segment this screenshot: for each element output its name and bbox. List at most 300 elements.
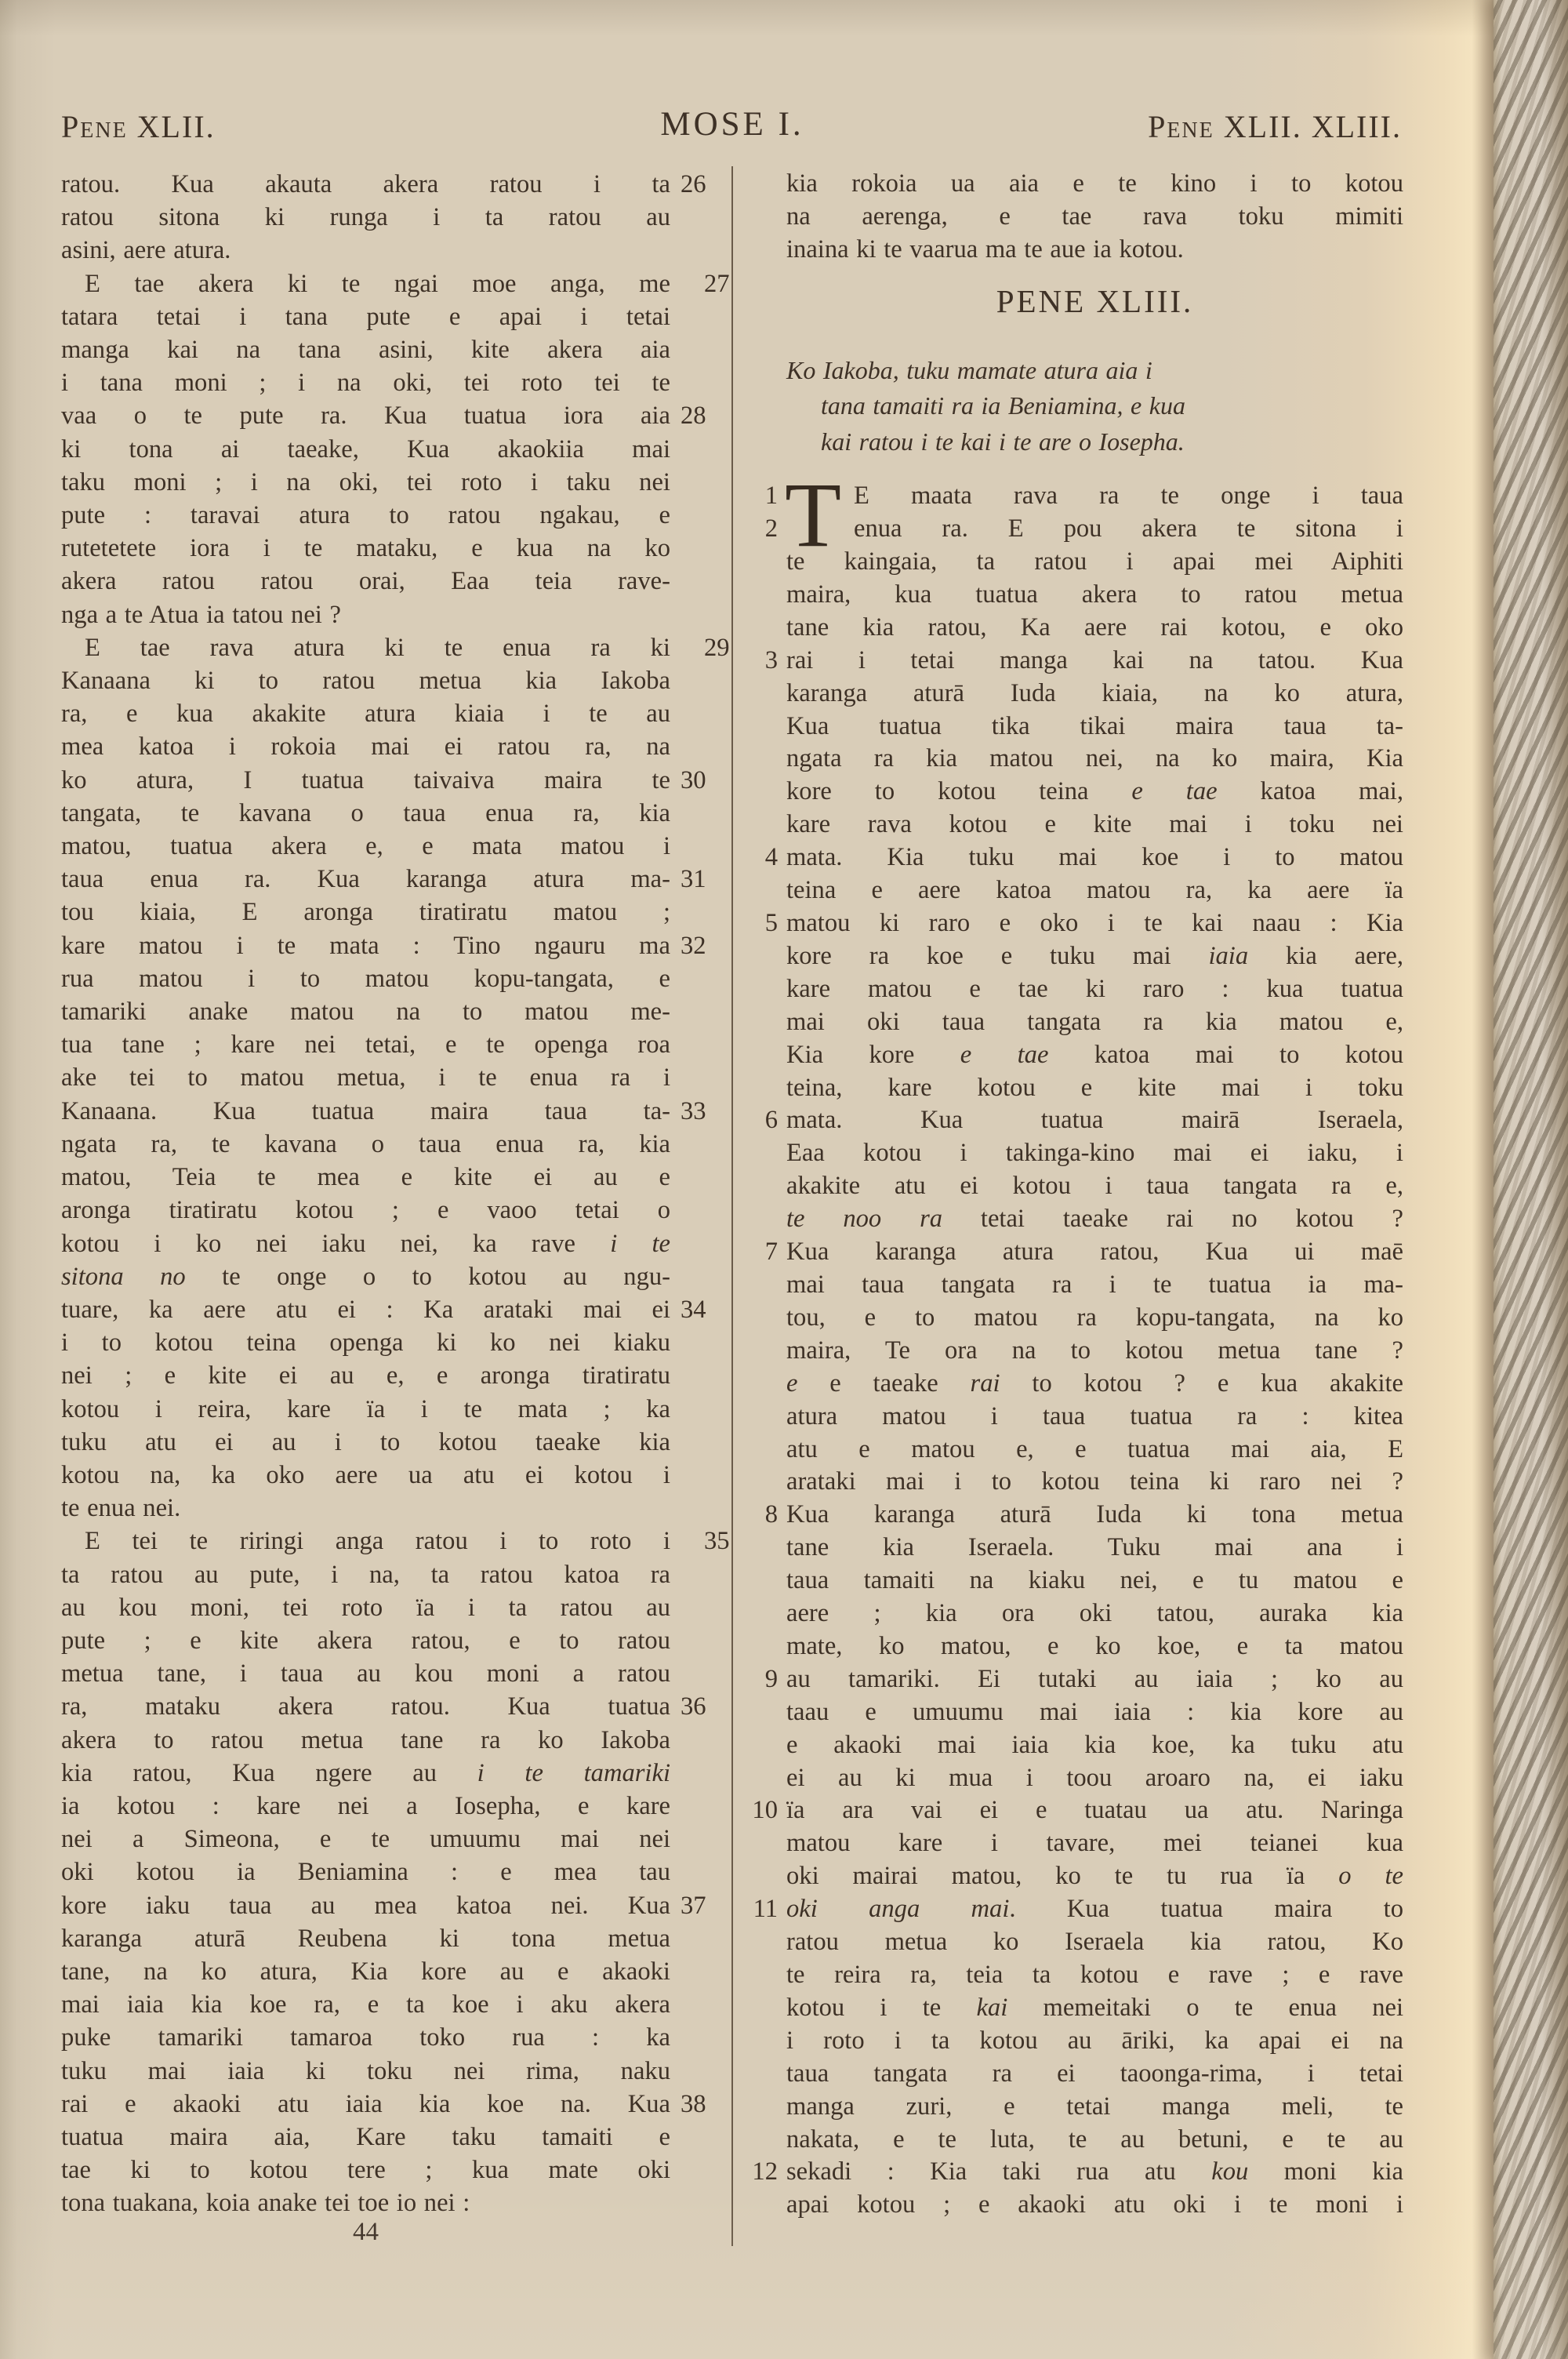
- text-run: nakata, e te luta, te au betuni, e te au: [786, 2125, 1403, 2154]
- text-run: tou kiaia, E aronga tiratiratu matou ;: [61, 898, 670, 927]
- text-run: e taeake: [797, 1369, 971, 1398]
- text-line: [61, 1426, 670, 1459]
- text-line: [786, 1926, 1403, 1959]
- text-line: [786, 1696, 1403, 1729]
- text-run: nga a te Atua ia tatou nei ?: [61, 600, 341, 629]
- text-run: arataki mai i to kotou teina ki raro nei ?: [786, 1467, 1403, 1496]
- text-run: kai ratou i te kai i te are o Iosepha.: [821, 427, 1185, 456]
- text-run: tamariki anake matou na to matou me-: [61, 998, 670, 1027]
- text-line: [786, 973, 1403, 1006]
- text-line: [764, 1663, 1403, 1696]
- text-line: [786, 168, 1403, 201]
- verse-number: 31: [681, 865, 706, 894]
- text-run: mate, ko matou, e ko koe, e ta matou: [786, 1631, 1403, 1660]
- text-line: [61, 1525, 730, 1558]
- text-line: [61, 1558, 670, 1591]
- italic-text: i te: [610, 1229, 670, 1258]
- text-run: ia kotou : kare nei a Iosepha, e kare: [61, 1791, 670, 1820]
- italic-text: e tae: [1131, 777, 1218, 806]
- text-run: kore iaku taua au mea katoa nei. Kua: [61, 1891, 670, 1920]
- text-run: pute ; e kite akera ratou, e to ratou: [61, 1626, 670, 1655]
- text-line: [786, 424, 1382, 460]
- text-line: [61, 764, 706, 797]
- text-line: [752, 1794, 1403, 1827]
- left-text-column: [61, 168, 730, 2220]
- text-run: ra, e kua akakite atura kiaia i te au: [61, 700, 670, 729]
- text-run: kore ra koe e tuku mai: [786, 941, 1209, 970]
- running-head-right: Pene XLII. XLIII.: [1148, 109, 1402, 144]
- text-line: [61, 631, 730, 664]
- text-line: [786, 2058, 1403, 2091]
- text-line: [61, 1227, 670, 1260]
- text-line: [61, 1757, 670, 1790]
- text-run: te onge o to kotou au ngu-: [185, 1262, 670, 1291]
- text-line: [786, 546, 1403, 579]
- text-run: taku moni ; i na oki, tei roto i taku nei: [61, 467, 670, 496]
- text-line: [786, 388, 1382, 424]
- text-line: [786, 1827, 1403, 1860]
- verse-number: 4: [764, 843, 778, 872]
- text-run: Eaa kotou i takinga-kino mai ei iaku, i: [786, 1139, 1403, 1168]
- text-line: [764, 841, 1403, 874]
- text-run: katoa mai to kotou: [1048, 1040, 1404, 1069]
- text-run: ta ratou au pute, i na, ta ratou katoa ra: [61, 1560, 670, 1589]
- text-line: [61, 1128, 670, 1161]
- text-line: [764, 645, 1403, 678]
- italic-text: sitona no: [61, 1262, 186, 1291]
- text-run: kare matou i te mata : Tino ngauru ma: [61, 931, 670, 960]
- text-line: [786, 2124, 1403, 2157]
- text-line: [61, 1690, 706, 1723]
- text-line: [764, 907, 1403, 940]
- text-line: [61, 896, 670, 929]
- text-run: atu e matou e, e tuatua mai aia, E: [786, 1434, 1403, 1463]
- text-run: tetai taeake rai no kotou ?: [942, 1205, 1403, 1234]
- text-run: ratou sitona ki runga i ta ratou au: [61, 203, 670, 232]
- text-line: [786, 1368, 1403, 1401]
- text-line: [786, 1729, 1403, 1762]
- text-line: [61, 1359, 670, 1392]
- text-line: [61, 1260, 670, 1293]
- text-run: Kanaana ki to ratou metua kia Iakoba: [61, 667, 670, 696]
- page-number: 44: [353, 2218, 379, 2246]
- text-run: tane kia Iseraela. Tuku mai ana i: [786, 1533, 1403, 1562]
- text-line: [786, 1598, 1403, 1630]
- text-run: tae ki to kotou tere ; kua mate oki: [61, 2156, 670, 2185]
- text-run: nei ; e kite ei au e, e aronga tiratiratu: [61, 1361, 670, 1390]
- text-run: taua tangata ra ei taoonga-rima, i tetai: [786, 2059, 1403, 2088]
- text-run: mata. Kua tuatua mairā Iseraela,: [786, 1106, 1403, 1135]
- text-run: . Kua tuatua maira to: [1009, 1895, 1403, 1924]
- text-run: Kanaana. Kua tuatua maira taua ta-: [61, 1096, 670, 1125]
- running-head-center: MOSE I.: [660, 106, 804, 143]
- text-line: [61, 333, 670, 366]
- italic-text: oki anga mai: [786, 1895, 1010, 1924]
- text-run: ngata ra kia matou nei, na ko maira, Kia: [786, 744, 1403, 773]
- text-run: tuatua maira aia, Kare taku tamaiti e: [61, 2122, 670, 2151]
- text-run: tona tuakana, koia anake tei toe io nei :: [61, 2189, 470, 2218]
- text-run: kia aere,: [1248, 941, 1403, 970]
- text-line: [61, 2154, 670, 2186]
- text-line: [786, 579, 1403, 612]
- text-run: au tamariki. Ei tutaki au iaia ; ko au: [786, 1664, 1403, 1693]
- text-line: [61, 797, 670, 830]
- text-line: [764, 1236, 1403, 1269]
- text-line: [786, 201, 1403, 234]
- chapter42-continuation: [786, 168, 1403, 267]
- text-line: [786, 1039, 1403, 1072]
- verse-number: 12: [752, 2157, 778, 2186]
- text-run: taua enua ra. Kua karanga atura ma-: [61, 865, 670, 894]
- text-run: kia ratou, Kua ngere au: [61, 1758, 477, 1787]
- text-line: [61, 962, 670, 995]
- text-run: maira, kua tuatua akera to ratou metua: [786, 580, 1403, 609]
- text-line: [786, 874, 1403, 907]
- text-line: [786, 1170, 1403, 1203]
- text-run: pute : taravai atura to ratou ngakau, e: [61, 501, 670, 530]
- text-line: [786, 678, 1403, 711]
- chapter43-body: [752, 463, 1404, 2222]
- text-run: tane kia ratou, Ka aere rai kotou, e oko: [786, 612, 1403, 642]
- text-line: [786, 1302, 1403, 1335]
- text-line: [61, 1492, 670, 1525]
- chapter-summary: [786, 353, 1382, 460]
- verse-number: 34: [681, 1295, 706, 1324]
- verse-number: 33: [681, 1096, 706, 1125]
- text-line: [61, 1823, 670, 1856]
- verse-number: 11: [753, 1895, 778, 1924]
- text-line: [786, 1532, 1403, 1565]
- text-line: [61, 532, 670, 565]
- verse-number: 3: [764, 645, 778, 674]
- text-line: [753, 1893, 1403, 1926]
- italic-text: e tae: [960, 1040, 1049, 1069]
- text-line: [61, 466, 670, 499]
- dropcap-letter: T: [785, 463, 842, 567]
- adjacent-page-fore-edge: [1494, 0, 1568, 2359]
- text-line: [61, 1326, 670, 1359]
- text-line: [61, 2088, 706, 2121]
- italic-text: o te: [1338, 1862, 1403, 1891]
- text-run: apai kotou ; e akaoki atu oki i te moni i: [786, 2190, 1403, 2219]
- text-line: [786, 711, 1403, 743]
- italic-text: rai: [970, 1369, 1000, 1398]
- text-run: ra, mataku akera ratou. Kua tuatua: [61, 1692, 670, 1721]
- text-line: [786, 1203, 1403, 1236]
- text-line: [786, 234, 1403, 267]
- text-line: [61, 168, 706, 201]
- text-run: tuku mai iaia ki toku nei rima, naku: [61, 2056, 670, 2085]
- text-line: [61, 664, 670, 697]
- text-line: [61, 234, 670, 267]
- text-run: E tae akera ki te ngai moe anga, me: [85, 269, 670, 298]
- text-run: mai oki taua tangata ra kia matou e,: [786, 1007, 1403, 1036]
- text-line: [786, 940, 1403, 973]
- text-run: mai taua tangata ra i te tuatua ia ma-: [786, 1270, 1403, 1299]
- text-line: [61, 598, 670, 631]
- text-run: E maata rava ra te onge i taua: [854, 482, 1403, 511]
- text-run: E tae rava atura ki te enua ra ki: [85, 633, 670, 662]
- verse-number: 1: [764, 482, 778, 511]
- text-run: oki mairai matou, ko te tu rua ïa: [786, 1862, 1339, 1891]
- text-run: mai iaia kia koe ra, e ta koe i aku akera: [61, 1990, 670, 2019]
- text-run: asini, aere atura.: [61, 236, 231, 265]
- verse-number: 32: [681, 931, 706, 960]
- text-line: [61, 1393, 670, 1426]
- text-run: taua tamaiti na kiaku nei, e tu matou e: [786, 1566, 1403, 1595]
- text-line: [61, 2055, 670, 2088]
- text-run: aronga tiratiratu kotou ; e vaoo tetai o: [61, 1196, 670, 1225]
- verse-number: 8: [764, 1500, 778, 1529]
- text-run: au kou moni, tei roto ïa i ta ratou au: [61, 1593, 670, 1622]
- text-line: [786, 612, 1403, 645]
- text-run: teina e aere katoa matou ra, ka aere ïa: [786, 876, 1403, 905]
- text-line: [61, 1790, 670, 1823]
- text-run: moni kia: [1248, 2157, 1404, 2186]
- text-line: [786, 353, 1382, 389]
- text-line: [786, 2189, 1403, 2222]
- text-line: [786, 1434, 1403, 1467]
- text-line: [786, 776, 1403, 809]
- text-line: [61, 2021, 670, 2054]
- text-line: [786, 2025, 1403, 2058]
- text-run: i to kotou teina openga ki ko nei kiaku: [61, 1329, 670, 1358]
- text-run: kotou i te: [786, 1993, 977, 2022]
- text-run: rutetetete iora i te mataku, e kua na ko: [61, 534, 670, 563]
- text-line: [786, 2091, 1403, 2124]
- italic-text: kai: [976, 1993, 1008, 2022]
- text-line: [61, 2121, 670, 2154]
- text-line: [61, 929, 706, 962]
- text-run: Ko Iakoba, tuku mamate atura aia i: [786, 355, 1152, 384]
- text-run: ïa ara vai ei e tuatau ua atu. Naringa: [786, 1796, 1403, 1825]
- text-run: Kua karanga atura ratou, Kua ui maē: [786, 1238, 1403, 1267]
- text-line: [61, 1293, 706, 1326]
- text-line: [786, 809, 1403, 841]
- text-line: [764, 480, 1403, 513]
- text-run: oki kotou ia Beniamina : e mea tau: [61, 1858, 670, 1887]
- text-line: [752, 2156, 1404, 2189]
- text-line: [61, 1095, 706, 1128]
- text-run: mata. Kia tuku mai koe i to matou: [786, 843, 1403, 872]
- text-line: [786, 1860, 1403, 1893]
- text-line: [61, 830, 670, 863]
- text-line: [61, 1724, 670, 1757]
- text-run: Kua karanga aturā Iuda ki tona metua: [786, 1500, 1403, 1529]
- text-run: kotou i reira, kare ïa i te mata ; ka: [61, 1394, 670, 1423]
- text-line: [61, 201, 670, 234]
- verse-number: 2: [764, 514, 778, 543]
- text-run: rua matou i to matou kopu-tangata, e: [61, 964, 670, 993]
- text-run: tatara tetai i tana pute e apai i tetai: [61, 302, 670, 331]
- text-run: ngata ra, te kavana o taua enua ra, kia: [61, 1129, 670, 1158]
- text-line: [786, 1335, 1403, 1368]
- verse-number: 9: [764, 1664, 778, 1693]
- text-line: [786, 1959, 1403, 1992]
- text-line: [61, 565, 670, 598]
- italic-text: kou: [1211, 2157, 1249, 2186]
- right-text-column: [752, 168, 1404, 2222]
- text-line: [786, 1565, 1403, 1598]
- text-line: [61, 300, 670, 333]
- text-run: ratou. Kua akauta akera ratou i ta: [61, 170, 670, 198]
- running-head-left: Pene XLII.: [61, 109, 216, 144]
- text-line: [786, 1630, 1403, 1663]
- text-line: [61, 1028, 670, 1061]
- text-line: [61, 2186, 670, 2219]
- text-line: [61, 1922, 670, 1955]
- text-line: [61, 1459, 670, 1492]
- text-line: [786, 1072, 1403, 1105]
- text-line: [61, 499, 670, 532]
- text-run: ake tei to matou metua, i te enua ra i: [61, 1063, 670, 1092]
- text-run: karanga aturā Reubena ki tona metua: [61, 1924, 670, 1953]
- text-run: kare rava kotou e kite mai i toku nei: [786, 810, 1403, 839]
- verse-number: 29: [704, 633, 730, 662]
- text-run: i tana moni ; i na oki, tei roto tei te: [61, 369, 670, 398]
- text-run: nei a Simeona, e te umuumu mai nei: [61, 1825, 670, 1854]
- text-run: matou ki raro e oko i te kai naau : Kia: [786, 909, 1403, 937]
- text-line: [61, 995, 670, 1028]
- text-run: Kia kore: [786, 1040, 960, 1069]
- text-line: [61, 730, 670, 763]
- text-line: [764, 1499, 1403, 1532]
- text-run: te reira ra, teia ta kotou e rave ; e rave: [786, 1961, 1403, 1989]
- text-run: ei au ki mua i toou aroaro na, ei iaku: [786, 1763, 1403, 1792]
- text-line: [786, 1992, 1403, 2025]
- text-run: akakite atu ei kotou i taua tangata ra e,: [786, 1172, 1403, 1201]
- text-run: tana tamaiti ra ia Beniamina, e kua: [821, 391, 1185, 420]
- text-run: memeitaki o te enua nei: [1007, 1993, 1403, 2022]
- text-line: [61, 1988, 670, 2021]
- text-run: to kotou ? e kua akakite: [1000, 1369, 1403, 1398]
- verse-number: 10: [752, 1796, 778, 1825]
- text-line: [61, 1889, 706, 1922]
- text-line: [786, 1006, 1403, 1039]
- text-run: tane, na ko atura, Kia kore au e akaoki: [61, 1957, 670, 1986]
- text-run: akera to ratou metua tane ra ko Iakoba: [61, 1725, 670, 1754]
- text-run: te enua nei.: [61, 1494, 181, 1523]
- text-line: [786, 1762, 1403, 1795]
- text-run: rai e akaoki atu iaia kia koe na. Kua: [61, 2089, 670, 2118]
- text-run: vaa o te pute ra. Kua tuatua iora aia: [61, 402, 670, 431]
- text-run: na aerenga, e tae rava toku mimiti: [786, 202, 1403, 231]
- text-run: manga zuri, e tetai manga meli, te: [786, 2092, 1403, 2121]
- verse-number: 6: [764, 1106, 778, 1135]
- text-run: kare matou e tae ki raro : kua tuatua: [786, 974, 1403, 1003]
- text-line: [61, 1194, 670, 1227]
- text-run: i roto i ta kotou au āriki, ka apai ei na: [786, 2026, 1403, 2055]
- italic-text: e: [786, 1369, 798, 1398]
- text-line: [61, 366, 670, 399]
- text-run: matou, Teia te mea e kite ei au e: [61, 1163, 670, 1192]
- text-run: tuare, ka aere atu ei : Ka arataki mai ei: [61, 1295, 670, 1324]
- text-run: e akaoki mai iaia kia koe, ka tuku atu: [786, 1730, 1403, 1759]
- text-run: Kua tuatua tika tikai maira taua ta-: [786, 711, 1403, 740]
- text-run: puke tamariki tamaroa toko rua : ka: [61, 2023, 670, 2052]
- text-run: teina, kare kotou e kite mai i toku: [786, 1073, 1403, 1102]
- text-line: [61, 1624, 670, 1657]
- text-run: manga kai na tana asini, kite akera aia: [61, 336, 670, 365]
- column-divider-rule: [731, 166, 733, 2246]
- text-run: taau e umuumu mai iaia : kia kore au: [786, 1697, 1403, 1726]
- verse-number: 7: [764, 1238, 778, 1267]
- text-line: [61, 1856, 670, 1888]
- text-run: E tei te riringi anga ratou i to roto i: [85, 1527, 670, 1556]
- text-run: enua ra. E pou akera te sitona i: [854, 514, 1403, 543]
- text-line: [786, 1401, 1403, 1434]
- text-line: [61, 1955, 670, 1988]
- text-line: [61, 267, 730, 300]
- text-run: matou, tuatua akera e, e mata matou i: [61, 832, 670, 861]
- text-line: [764, 513, 1403, 546]
- italic-text: i te tamariki: [477, 1758, 670, 1787]
- verse-number: 37: [681, 1891, 706, 1920]
- text-line: [786, 1466, 1403, 1499]
- text-run: kotou i ko nei iaku nei, ka rave: [61, 1229, 611, 1258]
- text-run: katoa mai,: [1217, 777, 1403, 806]
- text-run: aere ; kia ora oki tatou, auraka kia: [786, 1599, 1403, 1628]
- text-line: [61, 863, 706, 896]
- text-run: metua tane, i taua au kou moni a ratou: [61, 1659, 670, 1688]
- verse-number: 5: [764, 909, 778, 937]
- text-run: tua tane ; kare nei tetai, e te openga roa: [61, 1030, 670, 1060]
- verse-number: 27: [704, 269, 730, 298]
- text-run: tangata, te kavana o taua enua ra, kia: [61, 798, 670, 827]
- text-line: [786, 1269, 1403, 1302]
- text-run: tou, e to matou ra kopu-tangata, na ko: [786, 1303, 1403, 1332]
- text-line: [61, 1161, 670, 1194]
- text-run: maira, Te ora na to kotou metua tane ?: [786, 1336, 1403, 1365]
- verse-number: 35: [704, 1527, 730, 1556]
- text-run: sekadi : Kia taki rua atu: [786, 2157, 1212, 2186]
- text-run: matou kare i tavare, mei teianei kua: [786, 1829, 1403, 1858]
- text-run: akera ratou ratou orai, Eaa teia rave-: [61, 567, 670, 596]
- verse-number: 30: [681, 765, 706, 794]
- text-run: kotou na, ka oko aere ua atu ei kotou i: [61, 1460, 670, 1489]
- text-run: mea katoa i rokoia mai ei ratou ra, na: [61, 732, 670, 761]
- verse-number: 38: [681, 2089, 706, 2118]
- verse-number: 28: [681, 402, 706, 431]
- text-run: rai i tetai manga kai na tatou. Kua: [786, 645, 1403, 674]
- running-header: [61, 108, 1403, 158]
- chapter-heading: PENE XLIII.: [996, 282, 1194, 319]
- text-line: [61, 399, 706, 432]
- text-line: [61, 1657, 670, 1690]
- text-line: [764, 1104, 1403, 1137]
- text-line: [786, 743, 1403, 776]
- text-run: atura matou i taua tuatua ra : kitea: [786, 1401, 1403, 1430]
- text-run: kore to kotou teina: [786, 777, 1132, 806]
- verse-number: 36: [681, 1692, 706, 1721]
- italic-text: te noo ra: [786, 1205, 943, 1234]
- text-run: kia rokoia ua aia e te kino i to kotou: [786, 169, 1403, 198]
- text-run: ratou metua ko Iseraela kia ratou, Ko: [786, 1928, 1403, 1957]
- text-run: tuku atu ei au i to kotou taeake kia: [61, 1427, 670, 1456]
- text-run: inaina ki te vaarua ma te aue ia kotou.: [786, 234, 1184, 264]
- text-line: [61, 433, 670, 466]
- text-line: [786, 1137, 1403, 1170]
- text-line: [61, 1591, 670, 1624]
- text-line: [61, 697, 670, 730]
- text-line: [61, 1061, 670, 1094]
- text-run: ki tona ai taeake, Kua akaokiia mai: [61, 434, 670, 463]
- verse-number: 26: [681, 170, 706, 198]
- text-run: karanga aturā Iuda kiaia, na ko atura,: [786, 678, 1403, 707]
- italic-text: iaia: [1208, 941, 1249, 970]
- text-run: te kaingaia, ta ratou i apai mei Aiphiti: [786, 547, 1403, 576]
- text-run: ko atura, I tuatua taivaiva maira te: [61, 765, 670, 794]
